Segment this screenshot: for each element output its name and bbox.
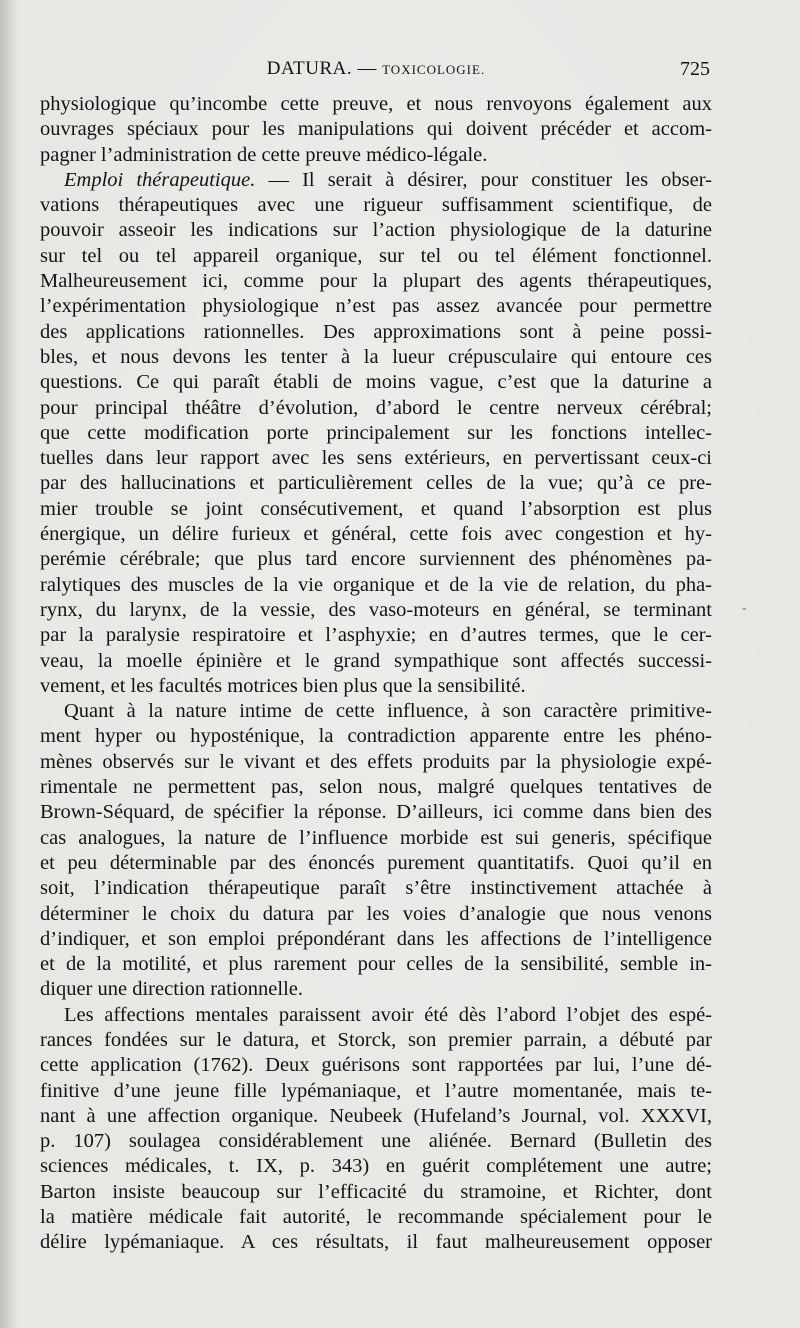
text-line: ment hyper ou hyposténique, la contradiction apparente entre les phéno- — [40, 725, 712, 748]
section-lead-italic: Emploi thérapeutique. — [64, 168, 256, 191]
text-line: nant à une affection organique. Neubeek (Hufeland’s Journal, vol. XXXVI, — [40, 1104, 712, 1127]
text-line: pouvoir asseoir les indications sur l’action physiologique de la daturine — [40, 219, 712, 242]
text-line: rimentale ne permettent pas, selon nous, malgré quelques tentatives de — [40, 776, 712, 799]
text-line: des applications rationnelles. Des approximations sont à peine possi- — [40, 320, 712, 343]
body-text — [40, 92, 712, 1256]
text-line — [40, 168, 712, 193]
text-line: Malheureusement ici, comme pour la plupart des agents thérapeutiques, — [40, 270, 712, 293]
text-line: et de la motilité, et plus rarement pour celles de la sensibilité, semble in- — [40, 953, 712, 976]
text-line: mier trouble se joint consécutivement, et quand l’absorption est plus — [40, 497, 712, 520]
text-line: ralytiques des muscles de la vie organique et de la vie de relation, du pha- — [40, 573, 712, 596]
text-line: pour principal théâtre d’évolution, d’abord le centre nerveux cérébral; — [40, 396, 712, 419]
text-line: rances fondées sur le datura, et Storck, son premier parrain, a débuté par — [40, 1028, 712, 1051]
running-title-main: DATURA. — [266, 58, 353, 79]
text-line: Brown-Séquard, de spécifier la réponse. D’ailleurs, ici comme dans bien des — [40, 801, 712, 824]
text-line: soit, l’indication thérapeutique paraît s’être instinctivement attachée à — [40, 877, 712, 900]
text-line: par la paralysie respiratoire et l’asphyxie; en d’autres termes, que le cer- — [40, 624, 712, 647]
text-line: sur tel ou tel appareil organique, sur tel ou tel élément fonctionnel. — [40, 244, 712, 267]
text-line: diquer une direction rationnelle. — [40, 978, 303, 1001]
text-line: questions. Ce qui paraît établi de moins vague, c’est que la daturine a — [40, 371, 712, 394]
margin-mark: - — [742, 601, 747, 616]
running-header — [40, 58, 712, 86]
binding-gutter-shadow — [0, 0, 18, 1328]
text-line: d’indiquer, et son emploi prépondérant dans les affections de l’intelligence — [40, 927, 712, 950]
text-line: rynx, du larynx, de la vessie, des vaso-moteurs en général, se terminant — [40, 598, 712, 621]
text-line-rest: — Il serait à désirer, pour constituer les obser- — [255, 168, 712, 191]
text-line: mènes observés sur le vivant et des effets produits par la physiologie expé- — [40, 750, 712, 773]
text-line: cette application (1762). Deux guérisons sont rapportées par lui, l’une dé- — [40, 1054, 712, 1077]
running-title-subtitle: TOXICOLOGIE. — [382, 62, 486, 77]
text-line: vement, et les facultés motrices bien plus que la sensibilité. — [40, 674, 526, 697]
text-line: Les affections mentales paraissent avoir été dès l’abord l’objet des espé- — [64, 1003, 712, 1026]
text-line: énergique, un délire furieux et général, cette fois avec congestion et hy- — [40, 523, 712, 546]
text-line: sciences médicales, t. IX, p. 343) en guérit complétement une autre; — [40, 1155, 712, 1178]
text-line: bles, et nous devons les tenter à la lueur crépusculaire qui entoure ces — [40, 345, 712, 368]
text-line: physiologique qu’incombe cette preuve, et nous renvoyons également aux — [40, 93, 712, 115]
text-line: perémie cérébrale; que plus tard encore surviennent des phénomènes pa- — [40, 548, 712, 571]
text-line: p. 107) soulagea considérablement une aliénée. Bernard (Bulletin des — [40, 1130, 712, 1153]
text-line: pagner l’administration de cette preuve médico-légale. — [40, 143, 488, 166]
text-line: finitive d’une jeune fille lypémaniaque, et l’autre momentanée, mais te- — [40, 1079, 712, 1102]
text-line: tuelles dans leur rapport avec les sens extérieurs, en pervertissant ceux-ci — [40, 447, 712, 470]
text-line: veau, la moelle épinière et le grand sympathique sont affectés successi- — [40, 649, 712, 672]
text-line: vations thérapeutiques avec une rigueur suffisamment scientifique, de — [40, 194, 712, 217]
text-line: et peu déterminable par des énoncés purement quantitatifs. Quoi qu’il en — [40, 851, 712, 874]
text-line: l’expérimentation physiologique n’est pas assez avancée pour permettre — [40, 295, 712, 318]
running-title — [40, 58, 712, 80]
text-line: délire lypémaniaque. A ces résultats, il faut malheureusement opposer — [40, 1231, 712, 1254]
text-line: que cette modification porte principalement sur les fonctions intellec- — [40, 421, 712, 444]
text-line: cas analogues, la nature de l’influence morbide est sui generis, spécifique — [40, 826, 712, 849]
text-line: la matière médicale fait autorité, le recommande spécialement pour le — [40, 1206, 712, 1229]
text-line: ouvrages spéciaux pour les manipulations qui doivent précéder et accom- — [40, 118, 712, 141]
text-line: par des hallucinations et particulièrement celles de la vue; qu’à ce pre- — [40, 472, 712, 495]
running-title-dash: — — [352, 58, 383, 79]
text-line: déterminer le choix du datura par les voies d’analogie que nous venons — [40, 902, 712, 925]
text-line: Quant à la nature intime de cette influence, à son caractère primitive- — [64, 700, 712, 723]
page-number: 725 — [680, 58, 710, 80]
text-line: Barton insiste beaucoup sur l’efficacité du stramoine, et Richter, dont — [40, 1180, 712, 1203]
